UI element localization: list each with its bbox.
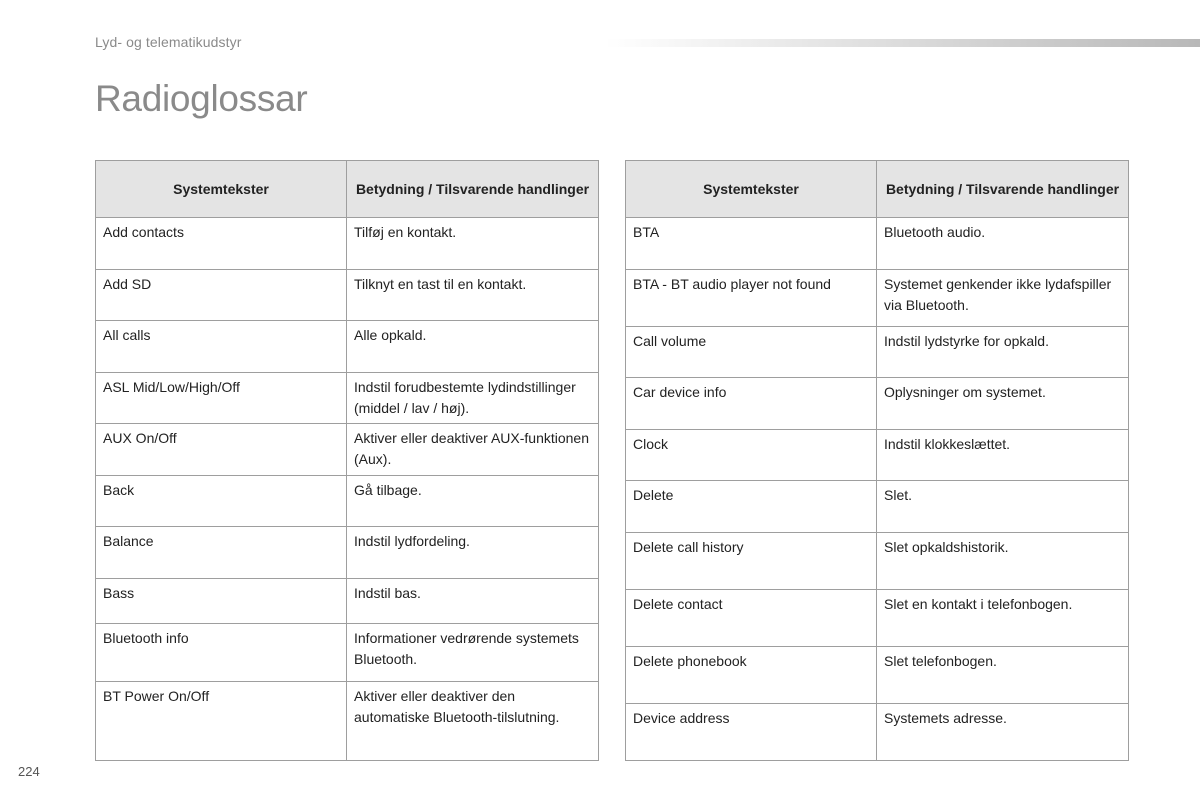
table-row: [626, 590, 1129, 647]
meaning-cell: Indstil lydstyrke for opkald.: [877, 327, 1129, 378]
term-cell: Bass: [96, 579, 347, 624]
term-cell: Delete phonebook: [626, 647, 877, 704]
term-cell: Delete call history: [626, 533, 877, 590]
page-number: 224: [18, 764, 40, 779]
table-row: [96, 218, 599, 270]
term-cell: Bluetooth info: [96, 624, 347, 682]
table-row: [96, 321, 599, 373]
table-row: [96, 527, 599, 579]
term-cell: Clock: [626, 430, 877, 481]
column-header-meaning: Betydning / Tilsvarende handlinger: [877, 161, 1129, 218]
table-row: [626, 270, 1129, 327]
term-cell: Delete contact: [626, 590, 877, 647]
term-cell: Device address: [626, 704, 877, 761]
meaning-cell: Systemet genkender ikke lydafspiller via Bluetooth.: [877, 270, 1129, 327]
meaning-cell: Tilføj en kontakt.: [347, 218, 599, 270]
column-header-system-text: Systemtekster: [626, 161, 877, 218]
term-cell: ASL Mid/Low/High/Off: [96, 373, 347, 424]
table-row: [626, 430, 1129, 481]
table-row: [96, 424, 599, 476]
meaning-cell: Informationer vedrørende systemets Bluetooth.: [347, 624, 599, 682]
table-row: [96, 373, 599, 424]
table-row: [626, 704, 1129, 761]
section-label: Lyd- og telematikudstyr: [95, 34, 242, 50]
term-cell: Back: [96, 476, 347, 527]
column-header-system-text: Systemtekster: [96, 161, 347, 218]
meaning-cell: Slet.: [877, 481, 1129, 533]
header-gradient-bar: [605, 39, 1200, 47]
term-cell: Call volume: [626, 327, 877, 378]
meaning-cell: Bluetooth audio.: [877, 218, 1129, 270]
meaning-cell: Indstil forudbestemte lydindstillinger (middel / lav / høj).: [347, 373, 599, 424]
table-row: [626, 533, 1129, 590]
table-row: [96, 476, 599, 527]
glossary-table-right: [625, 160, 1129, 761]
table-row: [626, 647, 1129, 704]
meaning-cell: Aktiver eller deaktiver AUX-funktionen (Aux).: [347, 424, 599, 476]
term-cell: Add SD: [96, 270, 347, 321]
meaning-cell: Indstil klokkeslættet.: [877, 430, 1129, 481]
term-cell: Add contacts: [96, 218, 347, 270]
table-row: [96, 624, 599, 682]
table-row: [96, 270, 599, 321]
term-cell: Car device info: [626, 378, 877, 430]
table-row: [626, 327, 1129, 378]
table-row: [96, 579, 599, 624]
term-cell: All calls: [96, 321, 347, 373]
table-header-row: [626, 161, 1129, 218]
table-row: [626, 218, 1129, 270]
term-cell: Delete: [626, 481, 877, 533]
meaning-cell: Tilknyt en tast til en kontakt.: [347, 270, 599, 321]
meaning-cell: Indstil bas.: [347, 579, 599, 624]
table-row: [96, 682, 599, 761]
term-cell: AUX On/Off: [96, 424, 347, 476]
term-cell: BT Power On/Off: [96, 682, 347, 761]
meaning-cell: Alle opkald.: [347, 321, 599, 373]
term-cell: BTA: [626, 218, 877, 270]
meaning-cell: Indstil lydfordeling.: [347, 527, 599, 579]
term-cell: BTA - BT audio player not found: [626, 270, 877, 327]
term-cell: Balance: [96, 527, 347, 579]
table-row: [626, 378, 1129, 430]
meaning-cell: Systemets adresse.: [877, 704, 1129, 761]
meaning-cell: Slet opkaldshistorik.: [877, 533, 1129, 590]
table-header-row: [96, 161, 599, 218]
page-title: Radioglossar: [95, 78, 308, 119]
meaning-cell: Slet telefonbogen.: [877, 647, 1129, 704]
column-header-meaning: Betydning / Tilsvarende handlinger: [347, 161, 599, 218]
meaning-cell: Aktiver eller deaktiver den automatiske Bluetooth-tilslutning.: [347, 682, 599, 761]
meaning-cell: Gå tilbage.: [347, 476, 599, 527]
meaning-cell: Oplysninger om systemet.: [877, 378, 1129, 430]
meaning-cell: Slet en kontakt i telefonbogen.: [877, 590, 1129, 647]
glossary-table-left: [95, 160, 599, 761]
table-row: [626, 481, 1129, 533]
